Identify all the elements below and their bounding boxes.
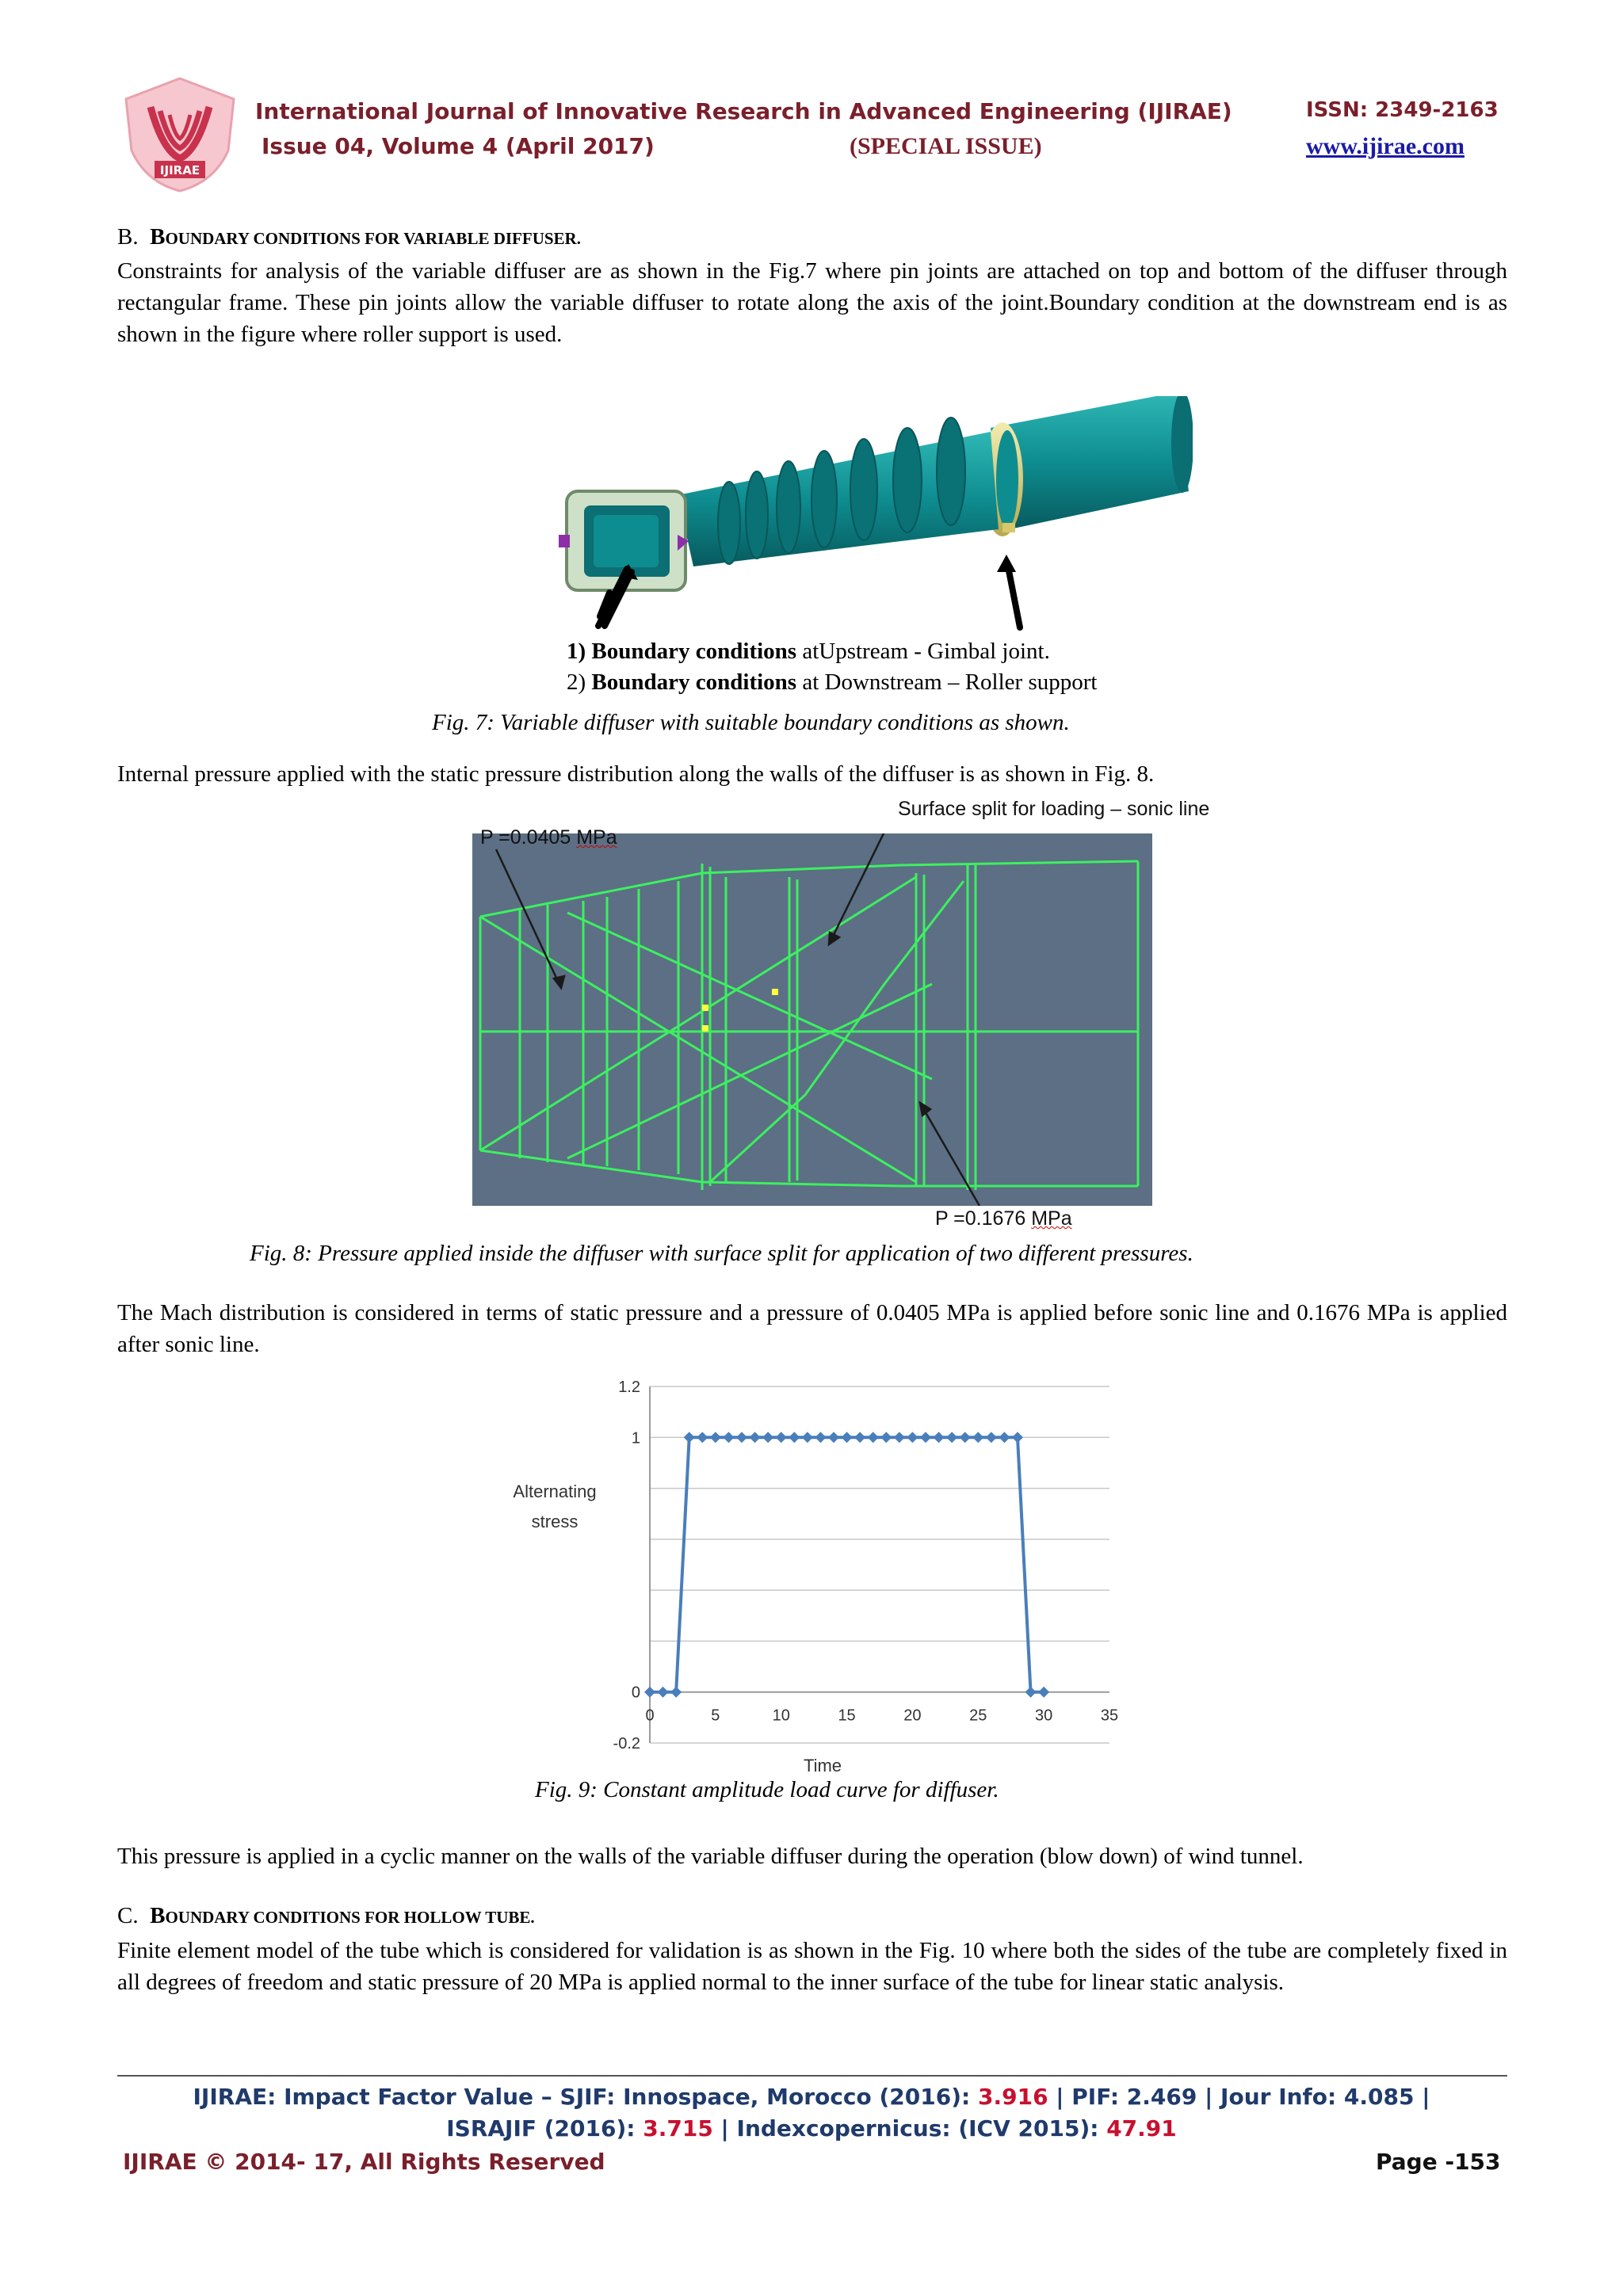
issn: ISSN: 2349-2163 <box>1306 98 1499 122</box>
section-b-title: BOUNDARY CONDITIONS FOR VARIABLE DIFFUSER. <box>150 224 581 250</box>
mach-paragraph: The Mach distribution is considered in terms of static pressure and a pressure of 0.0405 MPa is applied before sonic line and 0.1676 MPa is applied after sonic line. <box>117 1300 1507 1357</box>
x-tick-label: 5 <box>711 1707 720 1725</box>
section-c-paragraph: Finite element model of the tube which is considered for validation is as shown in the Fig. 10 where both the sides of the tube are completely fixed in all degrees of freedom and static pressure of 20 MPa is applied normal to the inner surface of the tube for linear static analysis. <box>117 1938 1507 1995</box>
section-b-paragraph: Constraints for analysis of the variable diffuser are as shown in the Fig.7 where pin joints are attached on top and bottom of the diffuser through rectangular frame. These pin joints allow the variable diffuser to rotate along the axis of the joint.Boundary condition at the downstream end is as shown in the figure where roller support is used. <box>117 258 1507 347</box>
x-tick-label: 0 <box>645 1707 655 1725</box>
journal-title: International Journal of Innovative Research in Advanced Engineering (IJIRAE) <box>255 98 1232 124</box>
x-tick-label: 10 <box>772 1707 790 1725</box>
fig8-label-p2: P =0.1676 MPa <box>935 1207 1072 1230</box>
y-tick-label: -0.2 <box>613 1735 640 1753</box>
section-b-heading <box>117 224 581 250</box>
footer-copyright: IJIRAE © 2014- 17, All Rights Reserved <box>123 2149 605 2175</box>
x-tick-label: 25 <box>969 1707 987 1725</box>
y-axis-label-line2: stress <box>531 1512 579 1531</box>
fig8-intro-paragraph: Internal pressure applied with the static pressure distribution along the walls of the diffuser is as shown in Fig. 8. <box>117 761 1155 787</box>
cyclic-paragraph: This pressure is applied in a cyclic manner on the walls of the variable diffuser during the operation (blow down) of wind tunnel. <box>117 1844 1304 1869</box>
section-c-heading <box>117 1903 535 1929</box>
fig8-label-sonic-line: Surface split for loading – sonic line <box>898 798 1210 820</box>
fig8-label-p1: P =0.0405 MPa <box>480 826 617 849</box>
x-axis-label: Time <box>803 1756 842 1775</box>
logo-text: IJIRAE <box>159 163 200 177</box>
y-tick-label: 0 <box>631 1684 640 1702</box>
ijirae-logo <box>119 75 242 194</box>
fig9-caption: Fig. 9: Constant amplitude load curve for diffuser. <box>535 1777 999 1802</box>
fig7-bc1: 1) Boundary conditions atUpstream - Gimbal joint. <box>567 639 1050 664</box>
y-tick-label: 1 <box>631 1429 640 1447</box>
journal-link[interactable]: www.ijirae.com <box>1306 133 1465 159</box>
section-c-letter: C. <box>117 1903 139 1928</box>
fig7-caption: Fig. 7: Variable diffuser with suitable boundary conditions as shown. <box>432 710 1070 735</box>
fig9-chart <box>491 1371 1125 1783</box>
fig7-bc2: 2) Boundary conditions at Downstream – Roller support <box>567 669 1098 695</box>
footer-page-number: Page -153 <box>1376 2149 1501 2175</box>
footer-index-line: ISRAJIF (2016): 3.715 | Indexcopernicus: (ICV 2015): 47.91 <box>446 2115 1177 2142</box>
issue-info: Issue 04, Volume 4 (April 2017) <box>262 133 655 159</box>
fig8-caption: Fig. 8: Pressure applied inside the diffuser with surface split for application of two different pressures. <box>250 1241 1193 1266</box>
special-issue: (SPECIAL ISSUE) <box>850 133 1042 159</box>
section-c-title: BOUNDARY CONDITIONS FOR HOLLOW TUBE. <box>150 1903 535 1928</box>
x-tick-label: 20 <box>903 1707 922 1725</box>
x-tick-label: 35 <box>1100 1707 1119 1725</box>
y-tick-label: 1.2 <box>618 1379 640 1396</box>
fig8-mesh-image <box>472 833 1152 1206</box>
x-tick-label: 15 <box>838 1707 856 1725</box>
fig7-diffuser-image <box>559 396 1193 634</box>
x-tick-label: 30 <box>1035 1707 1053 1725</box>
footer-rule <box>117 2075 1507 2077</box>
section-b-letter: B. <box>117 224 139 250</box>
footer-impact-line: IJIRAE: Impact Factor Value – SJIF: Innospace, Morocco (2016): 3.916 | PIF: 2.469 | Jour Info: 4.085 | <box>193 2084 1430 2110</box>
y-axis-label-line1: Alternating <box>513 1482 597 1501</box>
